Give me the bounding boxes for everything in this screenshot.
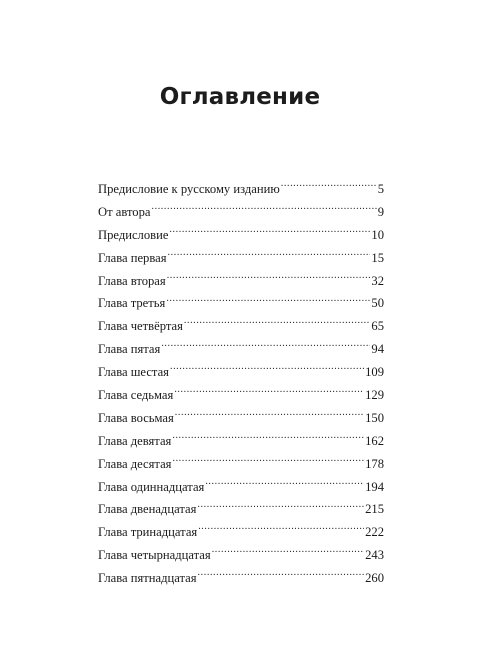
dot-leader — [205, 478, 364, 491]
toc-entry — [98, 407, 384, 430]
dot-leader — [175, 409, 364, 422]
dot-leader — [152, 203, 377, 216]
dot-leader — [198, 524, 364, 537]
toc-entry — [98, 498, 384, 521]
dot-leader — [281, 180, 377, 193]
dot-leader — [212, 547, 364, 560]
toc-entry-page-number: 215 — [365, 502, 384, 517]
toc-entry — [98, 201, 384, 224]
dot-leader — [170, 364, 364, 377]
toc-entry-label: Глава девятая — [98, 433, 172, 448]
toc-entry — [98, 453, 384, 476]
dot-leader — [161, 341, 370, 354]
toc-entry — [98, 567, 384, 590]
toc-entry-page-number: 150 — [365, 410, 384, 425]
toc-entry-label: Глава четвёртая — [98, 319, 183, 334]
toc-entry-label: Глава одиннадцатая — [98, 479, 205, 494]
toc-entry-label: Глава пятнадцатая — [98, 571, 197, 586]
dot-leader — [172, 455, 364, 468]
toc-entry — [98, 521, 384, 544]
page-title: Оглавление — [159, 84, 321, 110]
toc-entry-label: Глава четырнадцатая — [98, 548, 211, 563]
toc-entry — [98, 270, 384, 293]
toc-entry — [98, 384, 384, 407]
toc-entry-label: Предисловие к русскому изданию — [98, 182, 280, 196]
toc-entry-page-number: 65 — [371, 319, 384, 334]
toc-entry-page-number: 9 — [377, 204, 384, 219]
toc-entry-label: Глава шестая — [98, 365, 169, 380]
toc-entry-page-number: 94 — [371, 342, 384, 357]
toc-entry-label: Глава пятая — [98, 342, 161, 357]
dot-leader — [172, 432, 364, 445]
toc-entry-label: Глава первая — [98, 250, 167, 265]
dot-leader — [166, 295, 370, 308]
toc-entry-label: Глава восьмая — [98, 410, 174, 425]
dot-leader — [174, 386, 364, 399]
toc-entry-page-number: 162 — [365, 433, 384, 448]
dot-leader — [167, 272, 371, 285]
toc-entry-page-number: 15 — [371, 250, 384, 265]
toc-entry-page-number: 32 — [371, 273, 384, 288]
toc-entry-label: Глава двенадцатая — [98, 502, 197, 517]
toc-entry-page-number: 178 — [365, 456, 384, 471]
toc-entry — [98, 315, 384, 338]
toc-entry-page-number: 109 — [365, 365, 384, 380]
toc-entry — [98, 247, 384, 270]
toc-entry — [98, 292, 384, 315]
toc-entry-label: От автора — [98, 204, 151, 219]
dot-leader — [169, 226, 370, 239]
dot-leader — [198, 570, 365, 583]
toc-entry-label: Глава тринадцатая — [98, 525, 198, 540]
toc-entry — [98, 544, 384, 567]
dot-leader — [184, 318, 371, 331]
table-of-contents — [98, 178, 384, 590]
toc-entry — [98, 430, 384, 453]
toc-entry — [98, 224, 384, 247]
toc-entry-page-number: 10 — [371, 227, 384, 242]
toc-entry — [98, 178, 384, 201]
toc-entry-page-number: 222 — [365, 525, 384, 540]
toc-entry-page-number: 243 — [365, 548, 384, 563]
toc-entry-page-number: 194 — [365, 479, 384, 494]
toc-entry-label: Глава третья — [98, 296, 166, 311]
toc-entry-page-number: 5 — [377, 182, 384, 196]
toc-entry-page-number: 50 — [371, 296, 384, 311]
toc-entry — [98, 361, 384, 384]
toc-entry-page-number: 129 — [365, 388, 384, 403]
toc-entry-label: Глава десятая — [98, 456, 172, 471]
toc-entry-label: Глава седьмая — [98, 388, 174, 403]
toc-entry — [98, 338, 384, 361]
toc-entry-page-number: 260 — [365, 571, 384, 586]
toc-entry-label: Предисловие — [98, 227, 169, 242]
toc-entry — [98, 476, 384, 499]
toc-entry-label: Глава вторая — [98, 273, 166, 288]
dot-leader — [168, 249, 371, 262]
dot-leader — [197, 501, 364, 514]
